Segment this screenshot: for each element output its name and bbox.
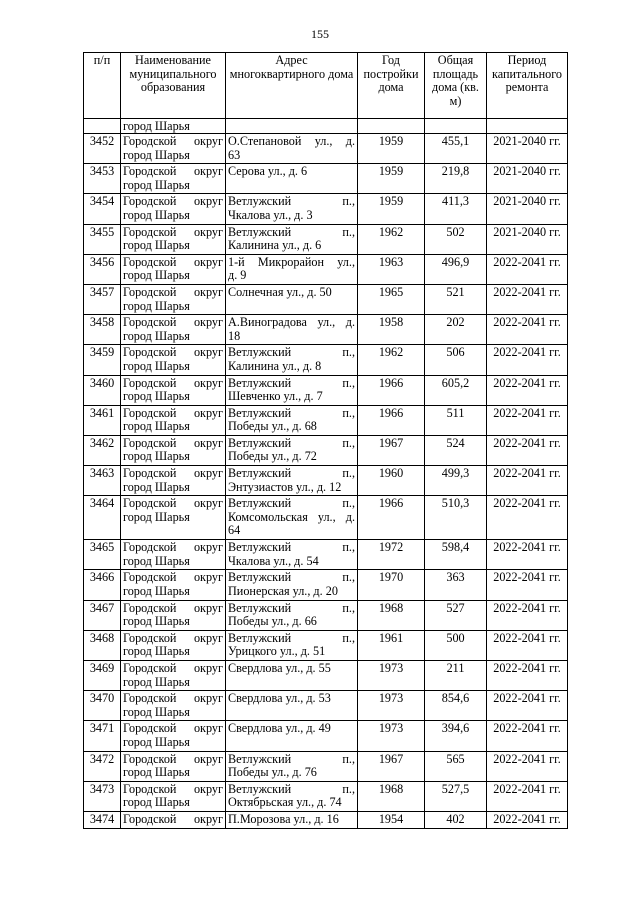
- municipality-line-1: Городской округ: [123, 691, 223, 706]
- address-line-2: Комсомольская ул., д.: [228, 509, 355, 524]
- cell-area: 496,9: [425, 254, 487, 284]
- address-line-2: Энтузиастов ул., д. 12: [228, 479, 342, 494]
- cell-num: [84, 119, 121, 134]
- table-row: [84, 661, 568, 691]
- cell-period: 2022-2041 гг.: [487, 661, 568, 691]
- cell-address: [226, 134, 358, 164]
- cell-address: [226, 435, 358, 465]
- cell-municipality: [121, 466, 226, 496]
- cell-year: 1973: [358, 661, 425, 691]
- cell-num: 3456: [84, 254, 121, 284]
- address-line-2: Калинина ул., д. 8: [228, 358, 322, 373]
- table-row: [84, 194, 568, 224]
- cell-municipality: [121, 781, 226, 811]
- address-line-3: 64: [228, 523, 241, 538]
- header-area: Общая площадь дома (кв. м): [425, 53, 487, 119]
- cell-municipality: [121, 194, 226, 224]
- cell-num: 3452: [84, 134, 121, 164]
- cell-num: 3463: [84, 466, 121, 496]
- cell-area: 605,2: [425, 375, 487, 405]
- cell-period: 2021-2040 гг.: [487, 134, 568, 164]
- cell-num: 3458: [84, 315, 121, 345]
- municipality-line-1: Городской округ: [123, 600, 223, 615]
- cell-area: 202: [425, 315, 487, 345]
- cell-period: 2021-2040 гг.: [487, 164, 568, 194]
- address-line-1: Ветлужский п.,: [228, 375, 355, 390]
- cell-period: 2022-2041 гг.: [487, 540, 568, 570]
- cell-year: 1959: [358, 164, 425, 194]
- address-line-1: О.Степановой ул., д.: [228, 134, 355, 148]
- cell-area: 363: [425, 570, 487, 600]
- cell-area: 211: [425, 661, 487, 691]
- address-line-1: П.Морозова ул., д. 16: [228, 811, 339, 826]
- cell-year: 1961: [358, 630, 425, 660]
- cell-year: 1966: [358, 496, 425, 540]
- municipality-line-1: Городской округ: [123, 811, 223, 826]
- table-row: [84, 691, 568, 721]
- cell-period: 2022-2041 гг.: [487, 435, 568, 465]
- table-row: [84, 375, 568, 405]
- cell-municipality: [121, 435, 226, 465]
- cell-num: 3457: [84, 284, 121, 314]
- header-year: Год постройки дома: [358, 53, 425, 119]
- cell-year: 1968: [358, 781, 425, 811]
- continuation-row: [84, 119, 568, 134]
- table-row: [84, 345, 568, 375]
- municipality-line-2: город Шарья: [123, 553, 190, 568]
- cell-period: 2022-2041 гг.: [487, 315, 568, 345]
- municipality-line-1: Городской округ: [123, 164, 223, 179]
- cell-period: 2022-2041 гг.: [487, 375, 568, 405]
- cell-year: 1963: [358, 254, 425, 284]
- address-line-1: Ветлужский п.,: [228, 540, 355, 555]
- municipality-line-2: город Шарья: [123, 795, 190, 810]
- address-line-2: Победы ул., д. 76: [228, 765, 317, 780]
- address-line-1: Ветлужский п.,: [228, 405, 355, 420]
- municipality-line-1: Городской округ: [123, 405, 223, 420]
- cell-num: 3454: [84, 194, 121, 224]
- address-line-2: Победы ул., д. 68: [228, 419, 317, 434]
- cell-period: 2022-2041 гг.: [487, 466, 568, 496]
- cell-num: 3468: [84, 630, 121, 660]
- cell-period: 2022-2041 гг.: [487, 254, 568, 284]
- address-line-2: 18: [228, 328, 241, 343]
- address-line-1: 1-й Микрорайон ул.,: [228, 254, 355, 269]
- cell-municipality: [121, 811, 226, 828]
- header-num: п/п: [84, 53, 121, 119]
- municipality-line-1: Городской округ: [123, 375, 223, 390]
- cell-year: 1954: [358, 811, 425, 828]
- cell-period: 2021-2040 гг.: [487, 194, 568, 224]
- cell-year: 1973: [358, 721, 425, 751]
- municipality-line-2: город Шарья: [123, 358, 190, 373]
- municipality-line-2: город Шарья: [123, 479, 190, 494]
- cell-municipality: [121, 540, 226, 570]
- cell-area: 502: [425, 224, 487, 254]
- cell-year: 1962: [358, 224, 425, 254]
- cell-municipality: [121, 691, 226, 721]
- cell-address: [226, 630, 358, 660]
- cell-period: 2022-2041 гг.: [487, 600, 568, 630]
- cell-area: 565: [425, 751, 487, 781]
- cell-municipality: [121, 600, 226, 630]
- municipality-line-2: город Шарья: [123, 389, 190, 404]
- cell-year: 1967: [358, 435, 425, 465]
- address-line-2: 63: [228, 147, 241, 162]
- municipality-line-2: город Шарья: [123, 765, 190, 780]
- table-row: [84, 435, 568, 465]
- cell-municipality: [121, 284, 226, 314]
- cell-period: 2022-2041 гг.: [487, 570, 568, 600]
- address-line-1: Ветлужский п.,: [228, 435, 355, 450]
- cell-year: 1967: [358, 751, 425, 781]
- address-line-1: Свердлова ул., д. 49: [228, 721, 331, 736]
- municipality-line-1: Городской округ: [123, 435, 223, 450]
- address-line-2: Калинина ул., д. 6: [228, 238, 322, 253]
- cell-period: 2022-2041 гг.: [487, 345, 568, 375]
- address-line-1: А.Виноградова ул., д.: [228, 315, 355, 330]
- cell-area: 598,4: [425, 540, 487, 570]
- cell-year: [358, 119, 425, 134]
- cell-num: 3462: [84, 435, 121, 465]
- cell-address: [226, 811, 358, 828]
- address-line-1: Солнечная ул., д. 50: [228, 284, 332, 299]
- municipality-line-2: город Шарья: [123, 644, 190, 659]
- municipality-line-1: Городской округ: [123, 224, 223, 239]
- address-line-1: Свердлова ул., д. 55: [228, 661, 331, 675]
- municipality-line-2: город Шарья: [123, 328, 190, 343]
- address-line-1: Ветлужский п.,: [228, 600, 355, 615]
- cell-municipality: [121, 751, 226, 781]
- housing-table: [83, 52, 568, 829]
- municipality-line-1: Городской округ: [123, 134, 223, 148]
- cell-area: 219,8: [425, 164, 487, 194]
- cell-area: 506: [425, 345, 487, 375]
- cell-area: 527: [425, 600, 487, 630]
- header-municipality: Наименование муниципального образования: [121, 53, 226, 119]
- address-line-1: Свердлова ул., д. 53: [228, 691, 331, 706]
- address-line-1: Ветлужский п.,: [228, 781, 355, 796]
- cell-year: 1960: [358, 466, 425, 496]
- cell-num: 3460: [84, 375, 121, 405]
- cell-area: 854,6: [425, 691, 487, 721]
- cell-municipality: [121, 315, 226, 345]
- cell-period: 2021-2040 гг.: [487, 224, 568, 254]
- table-row: [84, 466, 568, 496]
- municipality-line-2: город Шарья: [123, 449, 190, 464]
- address-line-2: Чкалова ул., д. 54: [228, 553, 319, 568]
- address-line-2: Победы ул., д. 72: [228, 449, 317, 464]
- cell-num: 3467: [84, 600, 121, 630]
- municipality-line-2: город Шарья: [123, 734, 190, 749]
- cell-area: 527,5: [425, 781, 487, 811]
- municipality-line-2: город Шарья: [123, 147, 190, 162]
- table-row: [84, 811, 568, 828]
- table-row: [84, 134, 568, 164]
- cell-address: [226, 164, 358, 194]
- municipality-line-1: Городской округ: [123, 570, 223, 585]
- address-line-1: Ветлужский п.,: [228, 496, 355, 511]
- municipality-line-1: Городской округ: [123, 315, 223, 330]
- cell-area: 455,1: [425, 134, 487, 164]
- cell-period: 2022-2041 гг.: [487, 284, 568, 314]
- cell-municipality: [121, 570, 226, 600]
- cell-period: 2022-2041 гг.: [487, 496, 568, 540]
- address-line-1: Ветлужский п.,: [228, 630, 355, 645]
- address-line-1: Ветлужский п.,: [228, 570, 355, 585]
- table-row: [84, 721, 568, 751]
- cell-municipality: [121, 661, 226, 691]
- municipality-line-2: город Шарья: [123, 207, 190, 222]
- address-line-2: д. 9: [228, 268, 247, 283]
- municipality-line-2: город Шарья: [123, 177, 190, 192]
- cell-num: 3453: [84, 164, 121, 194]
- municipality-line-1: Городской округ: [123, 254, 223, 269]
- cell-address: [226, 540, 358, 570]
- cell-address: [226, 570, 358, 600]
- cell-area: 500: [425, 630, 487, 660]
- municipality-line-2: город Шарья: [123, 674, 190, 689]
- page-number: 155: [311, 27, 329, 41]
- cell-period: 2022-2041 гг.: [487, 405, 568, 435]
- cell-num: 3471: [84, 721, 121, 751]
- municipality-line-2: город Шарья: [123, 419, 190, 434]
- cell-municipality: [121, 375, 226, 405]
- address-line-2: Шевченко ул., д. 7: [228, 389, 323, 404]
- cell-municipality: [121, 405, 226, 435]
- cell-num: 3469: [84, 661, 121, 691]
- cell-municipality: [121, 630, 226, 660]
- cell-address: [226, 284, 358, 314]
- cell-address: [226, 600, 358, 630]
- cell-year: 1972: [358, 540, 425, 570]
- address-line-2: Октябрьская ул., д. 74: [228, 795, 342, 810]
- cell-address: [226, 721, 358, 751]
- cell-address: [226, 405, 358, 435]
- table-row: [84, 630, 568, 660]
- cell-period: 2022-2041 гг.: [487, 691, 568, 721]
- address-line-2: Победы ул., д. 66: [228, 614, 317, 629]
- cell-address: [226, 254, 358, 284]
- municipality-line-2: город Шарья: [123, 614, 190, 629]
- header-period: Период капитального ремонта: [487, 53, 568, 119]
- cell-num: 3466: [84, 570, 121, 600]
- cell-year: 1970: [358, 570, 425, 600]
- municipality-line-2: город Шарья: [123, 704, 190, 719]
- cell-municipality: [121, 721, 226, 751]
- municipality-line-2: город Шарья: [123, 584, 190, 599]
- cell-year: 1966: [358, 405, 425, 435]
- address-line-1: Ветлужский п.,: [228, 224, 355, 239]
- municipality-line-1: Городской округ: [123, 496, 223, 511]
- cell-year: 1968: [358, 600, 425, 630]
- cell-area: 510,3: [425, 496, 487, 540]
- cell-period: 2022-2041 гг.: [487, 811, 568, 828]
- cell-area: [425, 119, 487, 134]
- cell-area: 524: [425, 435, 487, 465]
- municipality-line-1: Городской округ: [123, 751, 223, 766]
- cell-municipality: [121, 134, 226, 164]
- cell-period: 2022-2041 гг.: [487, 781, 568, 811]
- cell-address: [226, 194, 358, 224]
- municipality-line-2: город Шарья: [123, 238, 190, 253]
- cell-period: 2022-2041 гг.: [487, 630, 568, 660]
- cell-address: [226, 345, 358, 375]
- cell-area: 411,3: [425, 194, 487, 224]
- cell-area: 511: [425, 405, 487, 435]
- cell-period: 2022-2041 гг.: [487, 751, 568, 781]
- municipality-line-1: Городской округ: [123, 194, 223, 209]
- address-line-2: Чкалова ул., д. 3: [228, 207, 313, 222]
- municipality-line-2: город Шарья: [123, 298, 190, 313]
- table-header-row: [84, 53, 568, 119]
- table-row: [84, 164, 568, 194]
- cell-address: [226, 375, 358, 405]
- cell-municipality: [121, 254, 226, 284]
- municipality-line-1: Городской округ: [123, 345, 223, 360]
- address-line-1: Ветлужский п.,: [228, 194, 355, 209]
- municipality-line-1: Городской округ: [123, 781, 223, 796]
- address-line-1: Серова ул., д. 6: [228, 164, 308, 179]
- municipality-line-1: Городской округ: [123, 466, 223, 481]
- table-row: [84, 254, 568, 284]
- cell-num: 3472: [84, 751, 121, 781]
- address-line-1: Ветлужский п.,: [228, 466, 355, 481]
- cell-address: [226, 751, 358, 781]
- cell-num: 3455: [84, 224, 121, 254]
- address-line-2: Урицкого ул., д. 51: [228, 644, 326, 659]
- cell-year: 1962: [358, 345, 425, 375]
- cell-period: [487, 119, 568, 134]
- cell-area: 521: [425, 284, 487, 314]
- cell-municipality: [121, 164, 226, 194]
- table-row: [84, 405, 568, 435]
- cell-address: [226, 119, 358, 134]
- cell-num: 3459: [84, 345, 121, 375]
- cell-year: 1959: [358, 134, 425, 164]
- cell-municipality: [121, 224, 226, 254]
- municipality-line-1: Городской округ: [123, 661, 223, 675]
- cell-year: 1973: [358, 691, 425, 721]
- municipality-line-1: Городской округ: [123, 630, 223, 645]
- cell-area: 402: [425, 811, 487, 828]
- cell-num: 3473: [84, 781, 121, 811]
- cell-year: 1965: [358, 284, 425, 314]
- municipality-line-2: город Шарья: [123, 268, 190, 283]
- cell-municipality: [121, 345, 226, 375]
- address-line-1: Ветлужский п.,: [228, 751, 355, 766]
- cell-municipality: город Шарья: [121, 119, 226, 134]
- table-row: [84, 224, 568, 254]
- cell-year: 1966: [358, 375, 425, 405]
- table-row: [84, 751, 568, 781]
- table-row: [84, 600, 568, 630]
- cell-address: [226, 691, 358, 721]
- municipality-line-1: Городской округ: [123, 284, 223, 299]
- table-body: [84, 119, 568, 829]
- cell-num: 3464: [84, 496, 121, 540]
- cell-year: 1958: [358, 315, 425, 345]
- cell-num: 3465: [84, 540, 121, 570]
- table-row: [84, 781, 568, 811]
- cell-address: [226, 781, 358, 811]
- cell-address: [226, 224, 358, 254]
- table-row: [84, 315, 568, 345]
- cell-num: 3461: [84, 405, 121, 435]
- address-line-2: Пионерская ул., д. 20: [228, 584, 338, 599]
- cell-address: [226, 466, 358, 496]
- table-row: [84, 284, 568, 314]
- cell-area: 394,6: [425, 721, 487, 751]
- table-row: [84, 496, 568, 540]
- cell-municipality: [121, 496, 226, 540]
- address-line-1: Ветлужский п.,: [228, 345, 355, 360]
- cell-period: 2022-2041 гг.: [487, 721, 568, 751]
- municipality-line-1: Городской округ: [123, 721, 223, 736]
- municipality-line-1: Городской округ: [123, 540, 223, 555]
- cell-year: 1959: [358, 194, 425, 224]
- table-row: [84, 540, 568, 570]
- cell-address: [226, 315, 358, 345]
- municipality-line-2: город Шарья: [123, 509, 190, 524]
- header-address: Адрес многоквартирного дома: [226, 53, 358, 119]
- cell-num: 3470: [84, 691, 121, 721]
- cell-address: [226, 496, 358, 540]
- cell-num: 3474: [84, 811, 121, 828]
- table-row: [84, 570, 568, 600]
- cell-address: [226, 661, 358, 691]
- cell-area: 499,3: [425, 466, 487, 496]
